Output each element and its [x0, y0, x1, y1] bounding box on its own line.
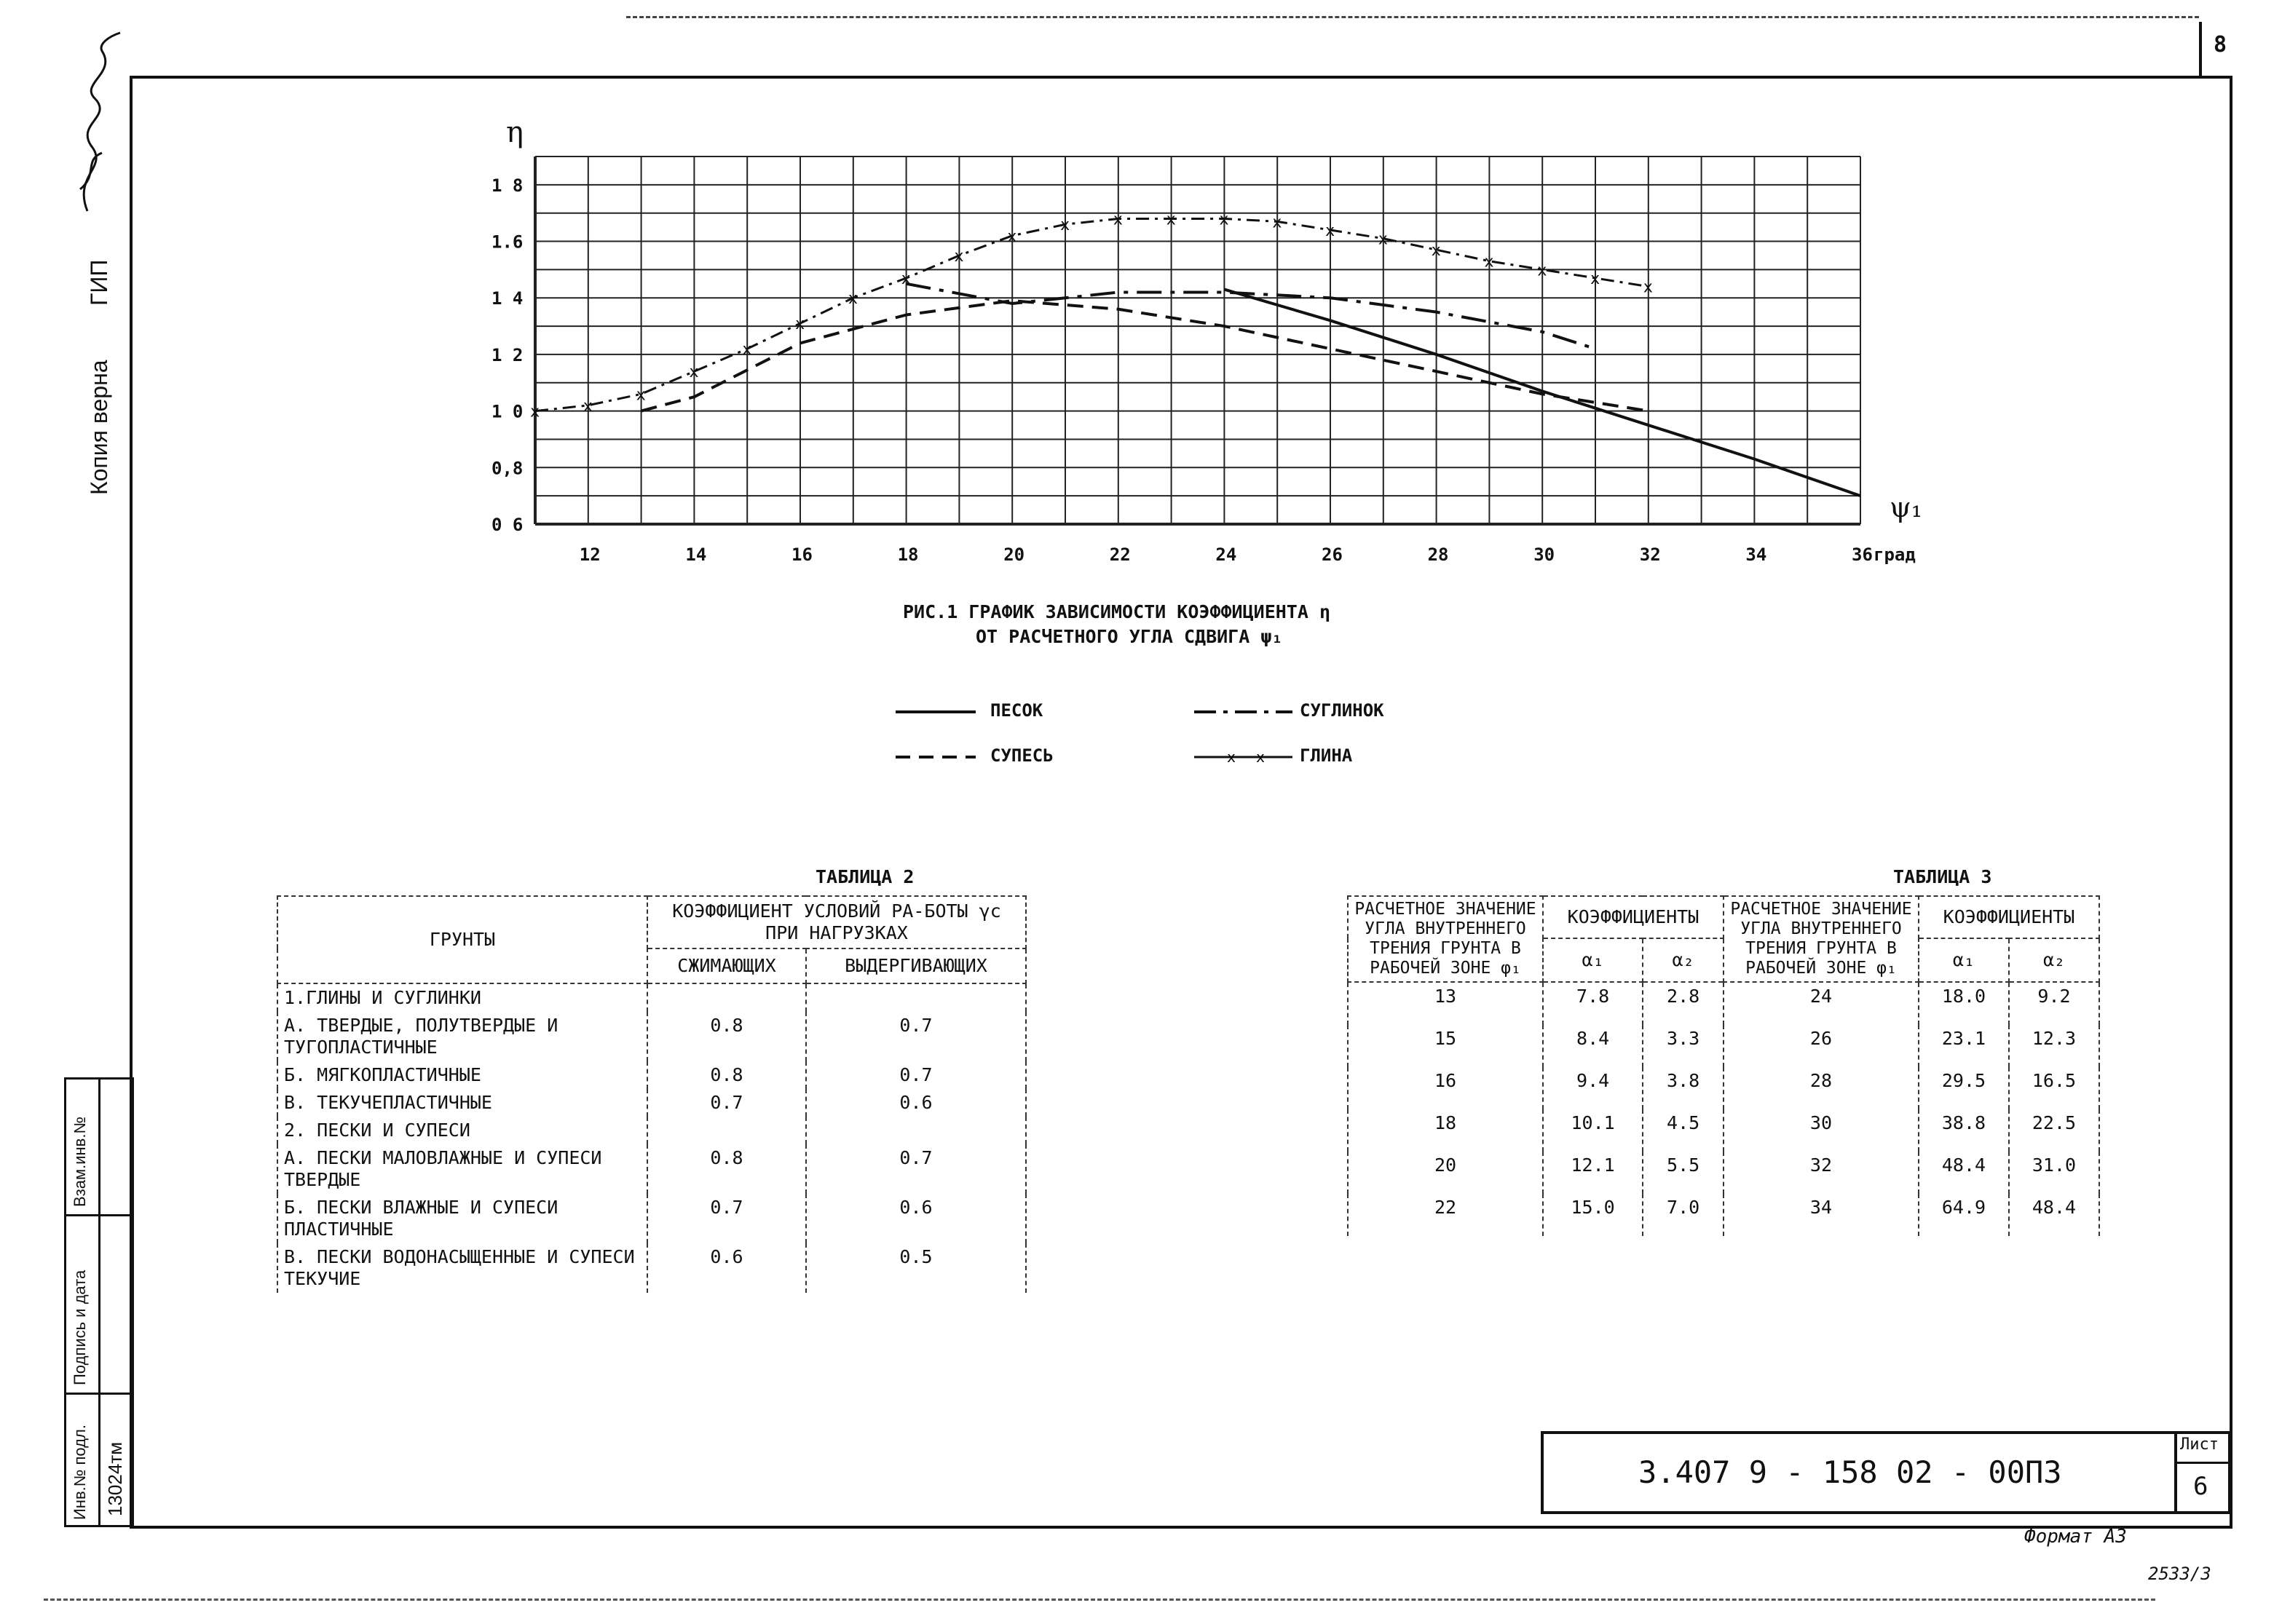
x-tick-label: 24	[1215, 544, 1237, 565]
copy-label: Копия верна	[86, 360, 112, 495]
table3-cell-phi2: 34	[1724, 1194, 1919, 1236]
series-point: x	[1431, 242, 1441, 261]
series-point: x	[1219, 210, 1229, 229]
stamp-inv-label: Инв.№ подл.	[71, 1425, 89, 1520]
table2-compress-value: 0.7	[647, 1194, 806, 1243]
caption-line2: ОТ РАСЧЕТНОГО УГЛА СДВИГА ψ₁	[976, 626, 1283, 647]
table3-cell-phi: 20	[1348, 1152, 1543, 1194]
y-tick-label: 1 8	[491, 175, 524, 196]
sheet-number: 6	[2193, 1472, 2208, 1501]
series-point: x	[901, 270, 911, 289]
sheet-box	[2174, 1431, 2231, 1514]
table3-cell-b1: 64.9	[1919, 1194, 2009, 1236]
x-tick-label: 32	[1639, 544, 1661, 565]
table2-pull-value	[806, 1117, 1026, 1144]
table2-row	[277, 1089, 1026, 1117]
series-point: x	[583, 397, 593, 416]
series-point: x	[636, 386, 646, 405]
table3-a2-1: α₂	[1643, 938, 1724, 982]
table2-compress-value: 0.8	[647, 1012, 806, 1061]
series-point: x	[1590, 270, 1600, 289]
y-tick-label: 1 4	[491, 288, 524, 309]
table3-cell-phi: 13	[1348, 982, 1543, 1025]
series-point: x	[954, 247, 964, 266]
table2-soil: В. ТЕКУЧЕПЛАСТИЧНЫЕ	[277, 1089, 647, 1117]
table3-cell-a1: 12.1	[1543, 1152, 1643, 1194]
x-tick-label: 12	[579, 544, 601, 565]
table2-row	[277, 1012, 1026, 1061]
x-tick-label: 22	[1109, 544, 1131, 565]
table3-a2-2: α₂	[2009, 938, 2099, 982]
table3-header-angle-2: РАСЧЕТНОЕ ЗНАЧЕНИЕ УГЛА ВНУТРЕННЕГО ТРЕНИЯ ГРУНТА В РАБОЧЕЙ ЗОНЕ φ₁	[1724, 896, 1919, 982]
table3-cell-a2: 3.3	[1643, 1025, 1724, 1067]
x-tick-label: 18	[897, 544, 919, 565]
series-point: x	[1060, 216, 1070, 235]
table3-header-angle-1: РАСЧЕТНОЕ ЗНАЧЕНИЕ УГЛА ВНУТРЕННЕГО ТРЕНИЯ ГРУНТА В РАБОЧЕЙ ЗОНЕ φ₁	[1348, 896, 1543, 982]
series-point: x	[1484, 253, 1494, 272]
table3-header-coefs-2: КОЭФФИЦИЕНТЫ	[1919, 896, 2099, 938]
gip-label: ГИП	[86, 259, 112, 306]
series-line-1	[907, 284, 1595, 349]
table3-cell-phi: 22	[1348, 1194, 1543, 1236]
table3-row	[1348, 1194, 2099, 1236]
table2-row	[277, 1243, 1026, 1293]
table3-cell-b2: 22.5	[2009, 1109, 2099, 1152]
signature	[58, 29, 124, 218]
caption-line1: РИС.1 ГРАФИК ЗАВИСИМОСТИ КОЭФФИЦИЕНТА η	[903, 601, 1330, 622]
table3-cell-phi2: 28	[1724, 1067, 1919, 1109]
table2-header-compress: СЖИМАЮЩИХ	[647, 948, 806, 983]
page-mark: 8	[2214, 32, 2227, 58]
table2-soil: 1.ГЛИНЫ И СУГЛИНКИ	[277, 983, 647, 1012]
table3-cell-a2: 7.0	[1643, 1194, 1724, 1236]
table3-cell-b1: 29.5	[1919, 1067, 2009, 1109]
table3-cell-a1: 7.8	[1543, 982, 1643, 1025]
table2-pull-value: 0.5	[806, 1243, 1026, 1293]
table3	[1347, 895, 2100, 1236]
svg-text:x: x	[1227, 750, 1236, 764]
y-tick-label: 1.6	[491, 231, 524, 253]
series-point: x	[742, 341, 752, 360]
table2-compress-value	[647, 1117, 806, 1144]
top-line	[626, 16, 2199, 20]
series-point: x	[1643, 278, 1654, 297]
page-mark-divider	[2199, 22, 2202, 76]
series-point: x	[1537, 261, 1547, 280]
table3-cell-a1: 15.0	[1543, 1194, 1643, 1236]
table3-cell-phi: 18	[1348, 1109, 1543, 1152]
table3-cell-b1: 23.1	[1919, 1025, 2009, 1067]
table3-cell-phi: 16	[1348, 1067, 1543, 1109]
table3-cell-a1: 9.4	[1543, 1067, 1643, 1109]
series-point: x	[1325, 222, 1335, 240]
table3-row	[1348, 1067, 2099, 1109]
table2-compress-value: 0.7	[647, 1089, 806, 1117]
series-point: x	[689, 363, 699, 382]
series-point: x	[1007, 227, 1017, 246]
table3-cell-b1: 38.8	[1919, 1109, 2009, 1152]
table2-soil: А. ПЕСКИ МАЛОВЛАЖНЫЕ И СУПЕСИ ТВЕРДЫЕ	[277, 1144, 647, 1194]
table3-a1-2: α₁	[1919, 938, 2009, 982]
table2-title: ТАБЛИЦА 2	[816, 866, 915, 887]
series-point: x	[795, 315, 805, 334]
series-line-2	[641, 301, 1649, 411]
table3-cell-b1: 48.4	[1919, 1152, 2009, 1194]
title-block	[1541, 1431, 2177, 1514]
table2-header-pull: ВЫДЕРГИВАЮЩИХ	[806, 948, 1026, 983]
document-code: 3.407 9 - 158 02 - 00ПЗ	[1638, 1454, 2062, 1490]
legend-supes: СУПЕСЬ	[990, 745, 1054, 766]
table2	[277, 895, 1027, 1293]
table2-row	[277, 1194, 1026, 1243]
y-axis-label: η	[506, 116, 524, 149]
stamp-replace-label: Взам.инв.№	[71, 1116, 89, 1207]
legend-pesok: ПЕСОК	[990, 700, 1043, 721]
table3-cell-phi: 15	[1348, 1025, 1543, 1067]
table3-cell-b1: 18.0	[1919, 982, 2009, 1025]
table2-compress-value	[647, 983, 806, 1012]
x-axis-label: ψ₁	[1890, 491, 1923, 523]
table2-soil: 2. ПЕСКИ И СУПЕСИ	[277, 1117, 647, 1144]
table2-compress-value: 0.8	[647, 1061, 806, 1089]
chart	[466, 102, 1951, 597]
table2-compress-value: 0.6	[647, 1243, 806, 1293]
x-tick-label: 20	[1003, 544, 1025, 565]
y-tick-label: 0 6	[491, 515, 524, 535]
table2-pull-value: 0.6	[806, 1194, 1026, 1243]
table3-cell-a2: 3.8	[1643, 1067, 1724, 1109]
table2-row	[277, 1117, 1026, 1144]
table3-cell-b2: 9.2	[2009, 982, 2099, 1025]
table3-cell-a2: 5.5	[1643, 1152, 1724, 1194]
table3-cell-phi2: 26	[1724, 1025, 1919, 1067]
table3-a1-1: α₁	[1543, 938, 1643, 982]
table2-soil: В. ПЕСКИ ВОДОНАСЫЩЕННЫЕ И СУПЕСИ ТЕКУЧИЕ	[277, 1243, 647, 1293]
table2-row	[277, 1061, 1026, 1089]
x-tick-label: 14	[685, 544, 707, 565]
y-tick-label: 1 2	[491, 344, 524, 365]
table2-soil: А. ТВЕРДЫЕ, ПОЛУТВЕРДЫЕ И ТУГОПЛАСТИЧНЫЕ	[277, 1012, 647, 1061]
table3-title: ТАБЛИЦА 3	[1893, 866, 1992, 887]
table3-row	[1348, 1152, 2099, 1194]
table3-row	[1348, 982, 2099, 1025]
table3-cell-a1: 10.1	[1543, 1109, 1643, 1152]
table2-compress-value: 0.8	[647, 1144, 806, 1194]
table2-pull-value	[806, 983, 1026, 1012]
x-unit-label: град	[1874, 544, 1916, 565]
format-label: Формат А3	[2024, 1526, 2127, 1548]
table2-row	[277, 983, 1026, 1012]
table3-cell-a2: 4.5	[1643, 1109, 1724, 1152]
table3-cell-a1: 8.4	[1543, 1025, 1643, 1067]
series-point: x	[530, 403, 540, 421]
x-tick-label: 16	[791, 544, 813, 565]
table2-pull-value: 0.6	[806, 1089, 1026, 1117]
sheet-label: Лист	[2180, 1435, 2219, 1454]
series-point: x	[1378, 230, 1389, 249]
table3-cell-b2: 12.3	[2009, 1025, 2099, 1067]
table3-header-coefs-1: КОЭФФИЦИЕНТЫ	[1543, 896, 1724, 938]
bottom-line	[44, 1599, 2155, 1601]
table3-row	[1348, 1109, 2099, 1152]
legend-glina: ГЛИНА	[1300, 745, 1353, 766]
table3-cell-b2: 16.5	[2009, 1067, 2099, 1109]
table3-row	[1348, 1025, 2099, 1067]
y-tick-label: 0,8	[491, 458, 524, 479]
x-tick-label: 30	[1533, 544, 1555, 565]
table3-cell-phi2: 32	[1724, 1152, 1919, 1194]
table2-pull-value: 0.7	[806, 1061, 1026, 1089]
series-point: x	[1272, 213, 1282, 232]
table2-header-coef: КОЭФФИЦИЕНТ УСЛОВИЙ РА-БОТЫ γc ПРИ НАГРУЗКАХ	[647, 896, 1026, 948]
table2-soil: Б. ПЕСКИ ВЛАЖНЫЕ И СУПЕСИ ПЛАСТИЧНЫЕ	[277, 1194, 647, 1243]
series-point: x	[848, 290, 858, 309]
x-tick-label: 26	[1322, 544, 1343, 565]
table2-pull-value: 0.7	[806, 1144, 1026, 1194]
bottom-code: 2533/3	[2148, 1564, 2211, 1584]
table2-header-soils: ГРУНТЫ	[277, 896, 647, 983]
svg-text:x: x	[1256, 750, 1266, 764]
table3-cell-phi2: 30	[1724, 1109, 1919, 1152]
table2-soil: Б. МЯГКОПЛАСТИЧНЫЕ	[277, 1061, 647, 1089]
stamp-strip	[64, 1077, 134, 1527]
x-tick-label: 28	[1427, 544, 1449, 565]
legend-suglinok: СУГЛИНОК	[1300, 700, 1384, 721]
table2-pull-value: 0.7	[806, 1012, 1026, 1061]
series-point: x	[1166, 210, 1176, 229]
table3-cell-a2: 2.8	[1643, 982, 1724, 1025]
stamp-sign-label: Подпись и дата	[71, 1270, 89, 1385]
table3-cell-b2: 31.0	[2009, 1152, 2099, 1194]
y-tick-label: 1 0	[491, 401, 524, 422]
table3-cell-b2: 48.4	[2009, 1194, 2099, 1236]
series-point: x	[1113, 210, 1124, 229]
table2-row	[277, 1144, 1026, 1194]
x-tick-label: 34	[1745, 544, 1767, 565]
table3-cell-phi2: 24	[1724, 982, 1919, 1025]
x-tick-label: 36	[1852, 544, 1873, 565]
inv-number: 13024тм	[104, 1441, 126, 1516]
